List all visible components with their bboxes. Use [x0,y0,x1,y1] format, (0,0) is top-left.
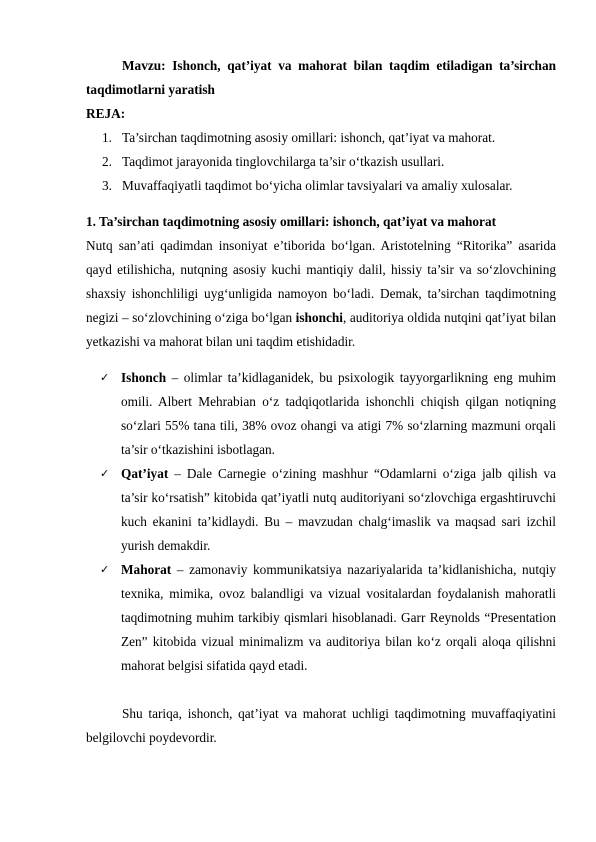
plan-item-number: 1. [102,130,112,145]
conclusion-paragraph: Shu tariqa, ishonch, qat’iyat va mahorat uchligi taqdimotning muvaffaqiyatini belgilovchi poydevordir. [86,706,556,745]
plan-item-text: Taqdimot jarayonida tinglovchilarga ta’sir o‘tkazish usullari. [122,154,445,169]
factor-list [86,366,556,678]
plan-label: REJA: [86,106,126,121]
factor-item [86,366,556,462]
intro-paragraph [86,234,556,354]
plan-item-text: Muvaffaqiyatli taqdimot bo‘yicha olimlar tavsiyalari va amaliy xulosalar. [122,178,513,193]
plan-item-text: Ta’sirchan taqdimotning asosiy omillari: ishonch, qat’iyat va mahorat. [122,130,496,145]
checkmark-icon: ✓ [100,467,110,480]
factor-item [86,462,556,558]
plan-item [86,126,556,150]
intro-text-before: Nutq san’ati qadimdan insoniyat e’tiborida bo‘lgan. Aristotelning “Ritorika” asarida qayd etilishicha, nutqning asosiy kuchi mantiqiy dalil, hissiy ta’sir va so‘zlovchining shaxsiy ishonchliligi uyg‘unligida namoyon bo‘ladi. Demak, ta’sirchan taqdimotning negizi – so‘zlovchining o‘ziga bo‘lgan [86,238,556,325]
plan-list [86,126,556,198]
factor-term: Qat’iyat [121,466,169,481]
factor-description: – zamonaviy kommunikatsiya nazariyalarida ta’kidlanishicha, nutqiy texnika, mimika, ovoz balandligi va vizual vositalardan foydalanish mahoratli taqdimotning muhim tarkibiy qismlari hisoblanadi. Garr Reynolds “Presentation Zen” kitobida vizual minimalizm va auditoriya bilan ko‘z orqali aloqa qilishni mahorat belgisi sifatida qayd etadi. [121,562,556,673]
plan-item-number: 2. [102,154,112,169]
factor-description: – olimlar ta’kidlaganidek, bu psixologik tayyorgarlikning eng muhim omili. Albert Mehrabian o‘z tadqiqotlarida ishonchli chiqish qilgan notiqning so‘zlari 55% tana tili, 38% ovoz ohangi va atigi 7% so‘zlarning mazmuni orqali ta’sir o‘tkazishini isbotlagan. [121,370,556,457]
section-heading: 1. Ta’sirchan taqdimotning asosiy omillari: ishonch, qat’iyat va mahorat [86,214,497,229]
document-title: Mavzu: Ishonch, qat’iyat va mahorat bilan taqdim etiladigan ta’sirchan taqdimotlarni yaratish [86,58,556,97]
plan-item-number: 3. [102,178,112,193]
factor-item [86,558,556,678]
checkmark-icon: ✓ [100,371,110,384]
checkmark-icon: ✓ [100,563,110,576]
factor-description: – Dale Carnegie o‘zining mashhur “Odamlarni o‘ziga jalb qilish va ta’sir ko‘rsatish” kitobida qat’iyatli nutq auditoriyani so‘zlovchiga ergashtiruvchi kuch ekanini ta’kidlaydi. Bu – mavzudan chalg‘imaslik va maqsad sari izchil yurish demakdir. [121,466,556,553]
intro-text-after: , auditoriya oldida nutqini qat’iyat bilan yetkazishi va mahorat bilan uni taqdim etishidadir. [86,310,556,349]
factor-term: Ishonch [121,370,167,385]
plan-item [86,174,556,198]
intro-emphasis: ishonchi [295,310,343,325]
factor-term: Mahorat [121,562,172,577]
plan-item [86,150,556,174]
